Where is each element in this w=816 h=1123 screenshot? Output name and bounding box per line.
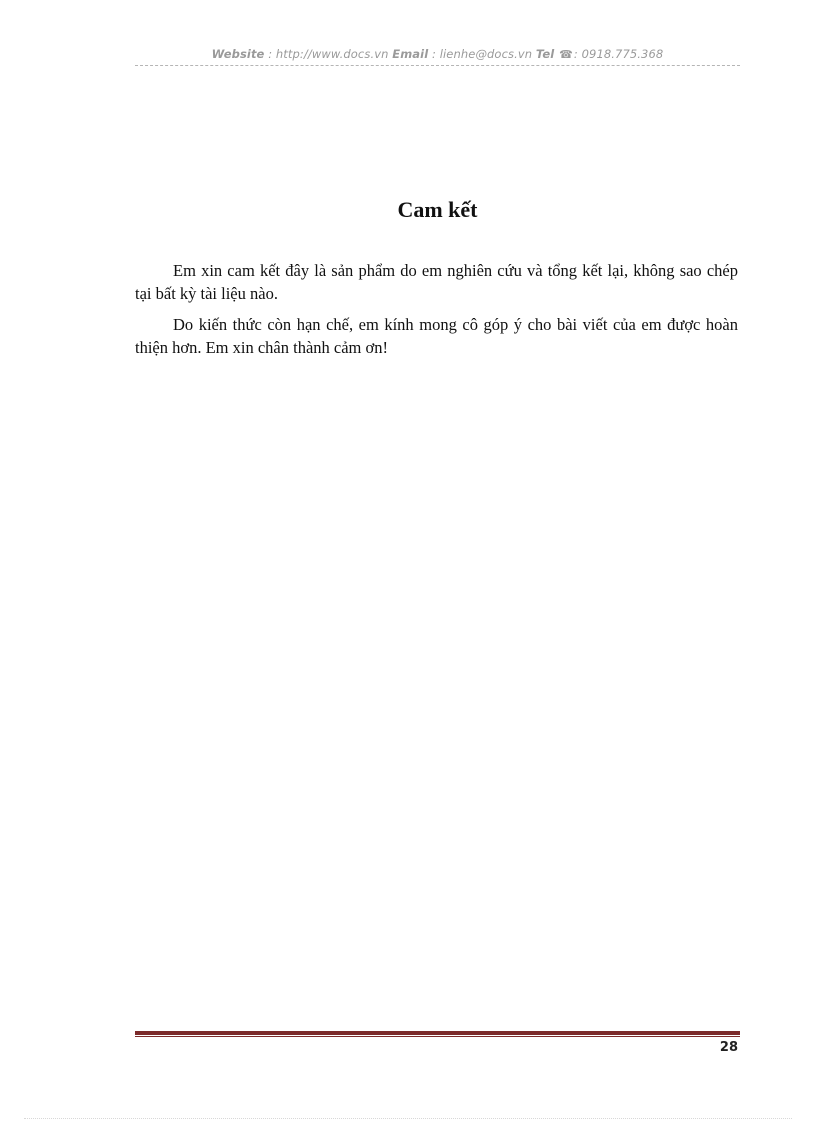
email-link[interactable]: : lienhe@docs.vn xyxy=(428,47,536,61)
email-label: Email xyxy=(392,47,429,61)
body-text xyxy=(135,260,738,368)
footer-divider xyxy=(135,1031,740,1037)
page-number: 28 xyxy=(719,1040,738,1055)
paragraph-1: Em xin cam kết đây là sản phẩm do em nghiên cứu và tổng kết lại, không sao chép tại bất kỳ tài liệu nào. xyxy=(135,261,738,303)
phone-icon: ☎ xyxy=(559,48,573,61)
tel-number: : 0918.775.368 xyxy=(573,47,664,61)
tel-label: Tel xyxy=(535,47,555,61)
page-title: Cam kết xyxy=(397,197,478,222)
page-bottom-edge xyxy=(24,1118,792,1119)
website-link[interactable]: : http://www.docs.vn xyxy=(264,47,393,61)
website-label: Website xyxy=(211,47,265,61)
paragraph-2: Do kiến thức còn hạn chế, em kính mong cô góp ý cho bài viết của em được hoàn thiện hơn. Em xin chân thành cảm ơn! xyxy=(135,315,738,357)
page-header xyxy=(135,47,740,61)
header-divider xyxy=(135,65,740,66)
